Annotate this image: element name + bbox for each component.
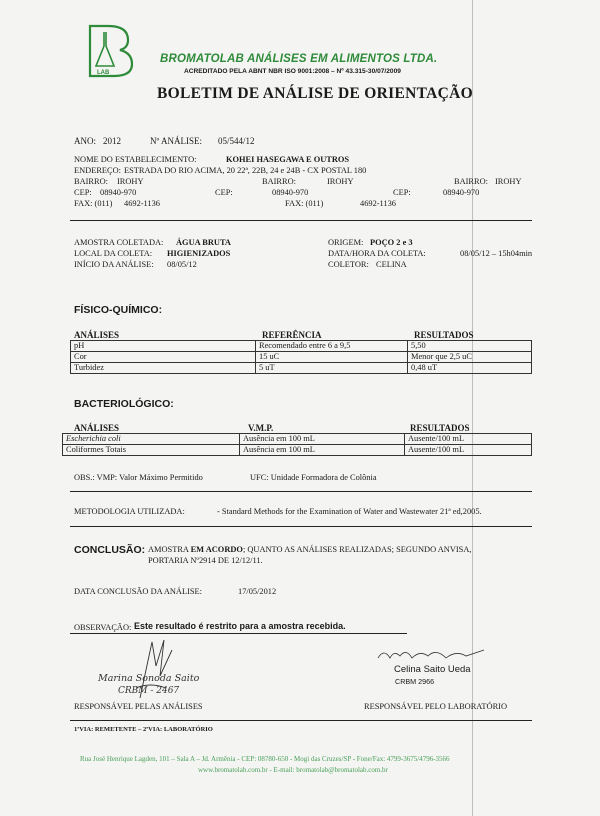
cep-value-2: 08940-970 (272, 188, 309, 197)
cep-label-3: CEP: (393, 188, 411, 197)
conclusao-text (148, 545, 471, 554)
fax-value-1: 4692-1136 (124, 199, 160, 208)
document-title: BOLETIM DE ANÁLISE DE ORIENTAÇÃO (157, 85, 473, 102)
obs-vmp: OBS.: VMP: Valor Máximo Permitido (74, 473, 203, 482)
fisico-header-resultados: RESULTADOS (414, 330, 474, 340)
observacao-label: OBSERVAÇÃO: (74, 623, 132, 632)
table-cell: 5,50 (408, 341, 532, 352)
table-row (71, 352, 532, 363)
signature-scribble-right (376, 646, 486, 666)
table-cell: Coliformes Totais (63, 445, 240, 456)
signature-right-crbm: CRBM 2966 (395, 677, 435, 686)
bairro-value-1: IROHY (117, 177, 144, 186)
table-cell: pH (71, 341, 256, 352)
signature-left-crbm: CRBM - 2467 (118, 686, 180, 696)
nome-value: KOHEI HASEGAWA E OUTROS (226, 155, 350, 164)
observacao-value: Este resultado é restrito para a amostra recebida. (134, 621, 346, 631)
fisico-header-referencia: REFERÊNCIA (262, 330, 322, 340)
footer-vias: 1ªVIA: REMETENTE – 2ªVIA: LABORATÓRIO (74, 726, 213, 733)
fax-label-2: FAX: (011) (285, 199, 324, 208)
endereco-value: ESTRADA DO RIO ACIMA, 20 22ª, 22B, 24 e 24B - CX POSTAL 180 (124, 166, 367, 175)
conclusao-text-pre: AMOSTRA (148, 545, 189, 554)
divider (70, 526, 532, 527)
fax-label-1: FAX: (011) (74, 199, 113, 208)
divider (70, 491, 532, 492)
table-row (63, 434, 532, 445)
ano-value: 2012 (103, 136, 121, 146)
table-cell: Ausente/100 mL (405, 434, 532, 445)
table-row (63, 445, 532, 456)
table-cell: Cor (71, 352, 256, 363)
table-cell: Turbidez (71, 363, 256, 374)
footer-web: www.bromatolab.com.br - E-mail: bromatolab@bromatolab.com.br (198, 766, 388, 774)
signature-right-role: RESPONSÁVEL PELO LABORATÓRIO (364, 702, 508, 711)
conclusao-text-post: ; QUANTO AS ANÁLISES REALIZADAS; SEGUNDO ANVISA, (242, 545, 472, 554)
coletor-label: COLETOR: (328, 260, 369, 269)
local-label: LOCAL DA COLETA: (74, 249, 153, 258)
cep-value-3: 08940-970 (443, 188, 480, 197)
table-cell: Ausência em 100 mL (240, 445, 405, 456)
metodologia-label: METODOLOGIA UTILIZADA: (74, 507, 185, 516)
table-cell: 5 uT (256, 363, 408, 374)
fisico-header-analises: ANÁLISES (74, 330, 120, 340)
data-coleta-value: 08/05/12 – 15h04min (460, 249, 533, 258)
table-cell: Escherichia coli (63, 434, 240, 445)
table-row (71, 341, 532, 352)
divider (70, 220, 532, 221)
local-value: HIGIENIZADOS (167, 249, 231, 258)
bairro-value-2: IROHY (327, 177, 354, 186)
table-row (71, 363, 532, 374)
obs-ufc: UFC: Unidade Formadora de Colônia (250, 473, 377, 482)
bacterio-heading: BACTERIOLÓGICO: (74, 398, 174, 410)
footer-address: Rua José Henrique Lagden, 101 – Sala A – Jd. Armênia - CEP: 08780-650 - Mogi das Cruzes/SP - Fone/Fax: 4799-3675/4796-3566 (80, 755, 450, 763)
inicio-value: 08/05/12 (167, 260, 197, 269)
bairro-label-1: BAIRRO: (74, 177, 108, 186)
divider (70, 633, 407, 634)
cep-value-1: 08940-970 (100, 188, 137, 197)
fax-value-2: 4692-1136 (360, 199, 396, 208)
data-conclusao-value: 17/05/2012 (238, 587, 277, 596)
signature-left-name: Marina Sonoda Saito (98, 673, 200, 684)
endereco-label: ENDEREÇO: (74, 166, 121, 175)
svg-text:LAB: LAB (97, 70, 110, 76)
analise-value: 05/544/12 (218, 136, 255, 146)
data-coleta-label: DATA/HORA DA COLETA: (328, 249, 426, 258)
signature-left-role: RESPONSÁVEL PELAS ANÁLISES (74, 702, 203, 711)
paper-fold-line (472, 0, 473, 816)
analise-label: Nº ANÁLISE: (150, 136, 203, 146)
bacterio-header-resultados: RESULTADOS (410, 423, 470, 433)
nome-label: NOME DO ESTABELECIMENTO: (74, 155, 197, 164)
bromatolab-logo (84, 22, 140, 78)
cep-label-1: CEP: (74, 188, 92, 197)
bairro-label-3: BAIRRO: (454, 177, 488, 186)
table-cell: 15 uC (256, 352, 408, 363)
signature-right-name: Celina Saito Ueda (394, 664, 471, 675)
bacterio-table (62, 433, 532, 456)
table-cell: Ausência em 100 mL (240, 434, 405, 445)
origem-value: POÇO 2 e 3 (370, 238, 413, 247)
origem-label: ORIGEM: (328, 238, 364, 247)
divider (70, 720, 532, 721)
cep-label-2: CEP: (215, 188, 233, 197)
metodologia-value: - Standard Methods for the Examination of Water and Wastewater 21ª ed,2005. (217, 507, 482, 516)
conclusao-label: CONCLUSÃO: (74, 544, 146, 556)
table-cell: Recomendado entre 6 a 9,5 (256, 341, 408, 352)
conclusao-portaria: PORTARIA Nº2914 DE 12/12/11. (148, 556, 263, 565)
bacterio-header-vmp: V.M.P. (248, 423, 274, 433)
bairro-value-3: IROHY (495, 177, 522, 186)
accreditation: ACREDITADO PELA ABNT NBR ISO 9001:2008 – Nº 43.315-30/07/2009 (184, 68, 401, 75)
conclusao-status: EM ACORDO (190, 545, 243, 554)
coletor-value: CELINA (376, 260, 407, 269)
fisico-table (70, 340, 532, 374)
table-cell: Ausente/100 mL (405, 445, 532, 456)
company-name: BROMATOLAB ANÁLISES EM ALIMENTOS LTDA. (160, 53, 438, 65)
bacterio-header-analises: ANÁLISES (74, 423, 120, 433)
bairro-label-2: BAIRRO: (262, 177, 296, 186)
fisico-heading: FÍSICO-QUÍMICO: (74, 304, 163, 316)
inicio-label: INÍCIO DA ANÁLISE: (74, 260, 154, 269)
data-conclusao-label: DATA CONCLUSÃO DA ANÁLISE: (74, 587, 202, 596)
amostra-value: ÁGUA BRUTA (176, 238, 231, 247)
ano-label: ANO: (74, 136, 96, 146)
table-cell: 0,48 uT (408, 363, 532, 374)
amostra-label: AMOSTRA COLETADA: (74, 238, 164, 247)
table-cell: Menor que 2,5 uC (408, 352, 532, 363)
